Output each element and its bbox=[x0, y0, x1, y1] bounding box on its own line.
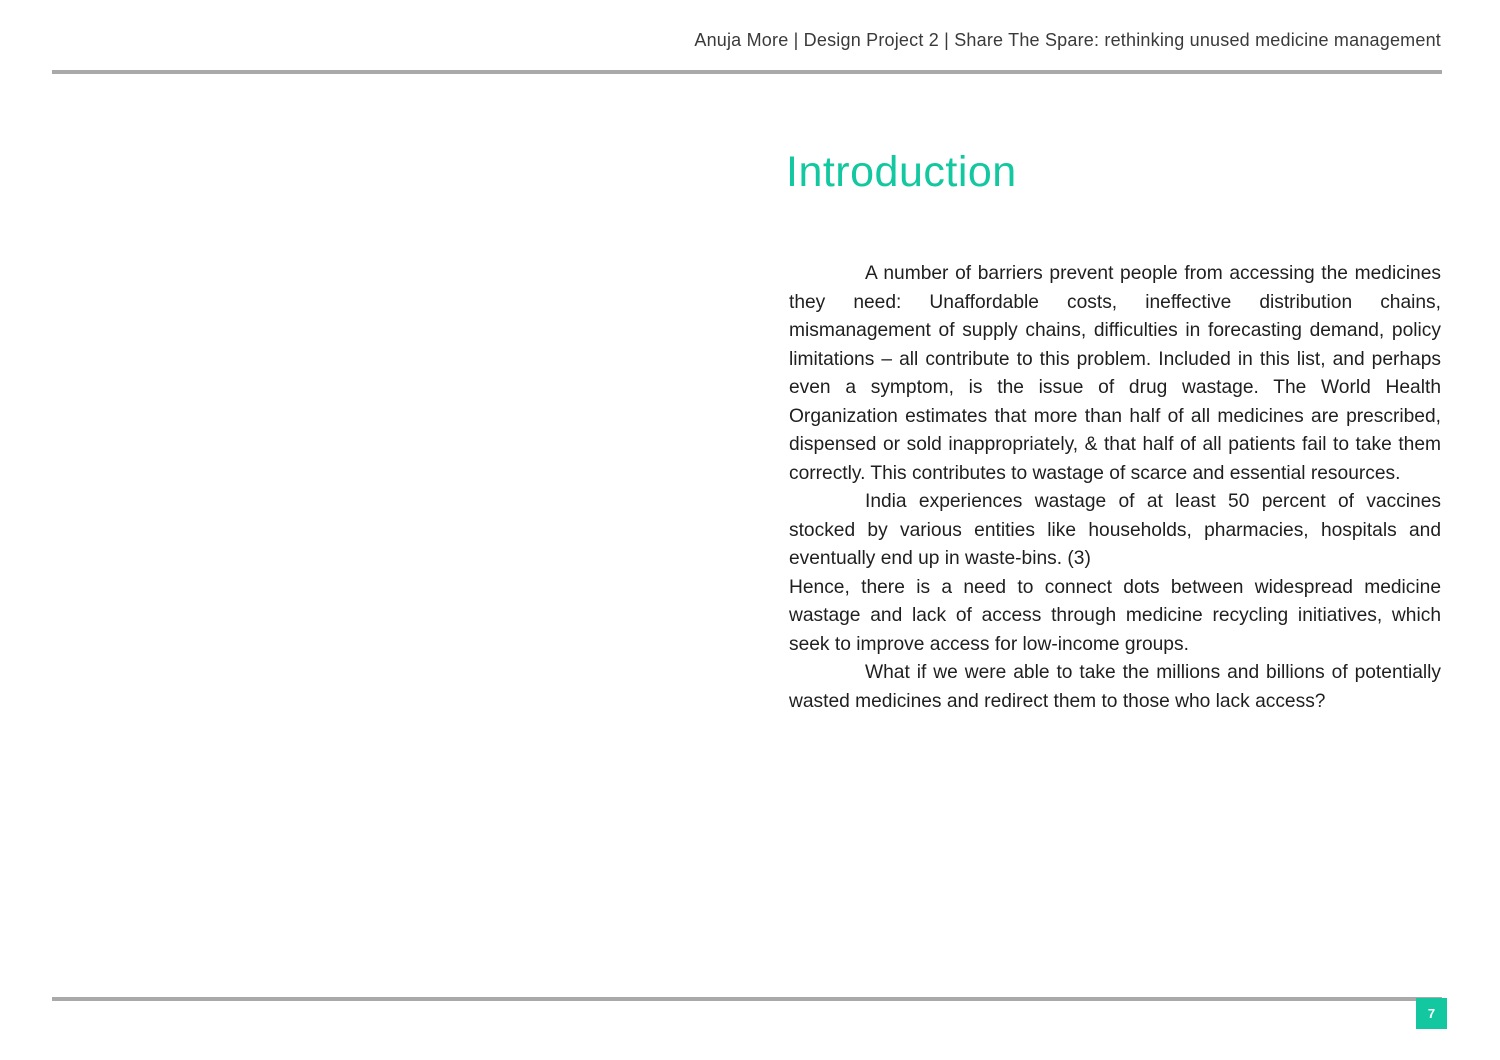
paragraph-3: Hence, there is a need to connect dots between widespread medicine wastage and lack of access through medicine recycling initiatives, which seek to improve access for low-income groups. bbox=[789, 576, 1441, 655]
running-header: Anuja More | Design Project 2 | Share The Spare: rethinking unused medicine management bbox=[694, 30, 1441, 50]
paragraph-4: What if we were able to take the millions and billions of potentially wasted medicines and redirect them to those who lack access? bbox=[789, 662, 1441, 712]
paragraph-2: India experiences wastage of at least 50 percent of vaccines stocked by various entities like households, pharmacies, hospitals and eventually end up in waste-bins. (3) bbox=[789, 491, 1441, 569]
header-divider bbox=[52, 70, 1442, 74]
page-title: Introduction bbox=[786, 148, 1017, 196]
page-number-badge: 7 bbox=[1416, 998, 1447, 1029]
footer-divider bbox=[52, 997, 1442, 1001]
paragraph-1: A number of barriers prevent people from accessing the medicines they need: Unaffordable costs, ineffective distribution chains, mismanagement of supply chains, difficulties in forecasting demand, policy limitations – all contribute to this problem. Included in this list, and perhaps even a symptom, is the issue of drug wastage. The World Health Organization estimates that more than half of all medicines are prescribed, dispensed or sold inappropriately, & that half of all patients fail to take them correctly. This contributes to wastage of scarce and essential resources. bbox=[789, 263, 1441, 484]
body-text bbox=[789, 260, 1441, 716]
